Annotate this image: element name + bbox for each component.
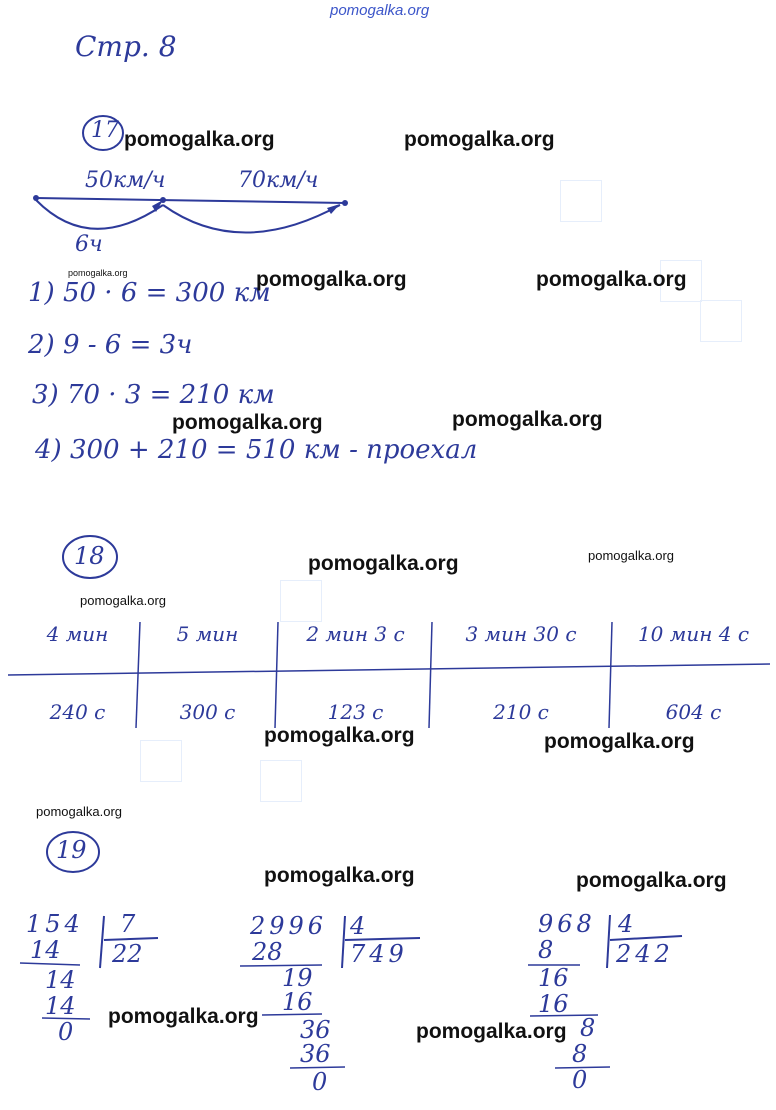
table-vertical-line xyxy=(429,622,432,728)
watermark: pomogalka.org xyxy=(576,869,727,892)
watermark: pomogalka.org xyxy=(264,724,415,747)
div1-dividend: 154 xyxy=(26,910,84,938)
page-label: Стр. 8 xyxy=(75,30,177,63)
table-horizontal-line xyxy=(8,664,770,675)
div1-divider xyxy=(100,916,104,968)
table-bottom-cell: 240 с xyxy=(49,700,106,724)
watermark: pomogalka.org xyxy=(80,593,166,608)
table-vertical-line xyxy=(609,622,612,728)
task17-step-1: 1) 50 · 6 = 300 км xyxy=(28,278,271,308)
div1-step: 0 xyxy=(58,1018,74,1046)
table-bottom-cell: 210 с xyxy=(493,700,549,724)
div1-step: 14 xyxy=(45,966,76,994)
task17-step-4: 4) 300 + 210 = 510 км - проехал xyxy=(35,435,478,465)
table-top-cell: 3 мин 30 с xyxy=(465,622,577,646)
watermark: pomogalka.org xyxy=(264,864,415,887)
div2-divider xyxy=(342,916,345,968)
watermark: pomogalka.org xyxy=(452,408,603,431)
task17-step-3: 3) 70 · 3 = 210 км xyxy=(32,380,275,410)
div3-dividend: 968 xyxy=(538,910,596,938)
div2-dividend: 2996 xyxy=(250,912,328,940)
div1-step: 14 xyxy=(45,992,76,1020)
div2-step: 0 xyxy=(312,1068,328,1096)
div3-divider xyxy=(607,915,610,968)
task17-step-2: 2) 9 - 6 = 3ч xyxy=(28,330,193,360)
div1-divisor: 7 xyxy=(120,910,136,938)
div2-step: 16 xyxy=(282,988,313,1016)
watermark: pomogalka.org xyxy=(172,411,323,434)
watermark: pomogalka.org xyxy=(256,268,407,291)
watermark: pomogalka.org xyxy=(108,1005,259,1028)
watermark: pomogalka.org xyxy=(308,552,459,575)
task17-segment xyxy=(36,198,345,203)
table-top-cell: 10 мин 4 с xyxy=(637,622,750,646)
div3-step: 8 xyxy=(580,1014,596,1042)
div2-step: 19 xyxy=(282,964,313,992)
div2-step: 28 xyxy=(252,938,283,966)
watermark: pomogalka.org xyxy=(416,1020,567,1043)
watermark: pomogalka.org xyxy=(68,268,128,278)
task17-arrow xyxy=(327,204,340,214)
watermark: pomogalka.org xyxy=(544,730,695,753)
watermark: pomogalka.org xyxy=(404,128,555,151)
watermark: pomogalka.org xyxy=(536,268,687,291)
task17-speed-2: 70км/ч xyxy=(238,168,319,193)
table-top-cell: 5 мин xyxy=(176,622,239,646)
div3-divisor: 4 xyxy=(618,910,634,938)
table-bottom-cell: 300 с xyxy=(179,700,236,724)
table-top-cell: 4 мин xyxy=(46,622,109,646)
task17-speed-1: 50км/ч xyxy=(85,168,166,193)
watermark: pomogalka.org xyxy=(36,804,122,819)
div3-step: 8 xyxy=(572,1040,588,1068)
div2-divisor: 4 xyxy=(350,912,366,940)
div1-quotient: 22 xyxy=(112,940,143,968)
table-vertical-line xyxy=(275,622,278,728)
div1-step: 14 xyxy=(30,936,61,964)
div3-step: 8 xyxy=(538,936,554,964)
task18-number: 18 xyxy=(74,542,105,570)
table-bottom-cell: 123 с xyxy=(327,700,384,724)
div2-step: 36 xyxy=(300,1040,331,1068)
table-vertical-line xyxy=(136,622,140,728)
div2-step: 36 xyxy=(300,1016,331,1044)
watermark: pomogalka.org xyxy=(588,548,674,563)
table-top-cell: 2 мин 3 с xyxy=(306,622,405,646)
task17-time: 6ч xyxy=(75,232,103,257)
task17-arc-2 xyxy=(163,205,340,233)
site-header[interactable]: pomogalka.org xyxy=(330,2,430,19)
task17-number: 17 xyxy=(91,118,119,143)
div3-step: 16 xyxy=(538,964,569,992)
table-bottom-cell: 604 с xyxy=(665,700,722,724)
div3-step: 0 xyxy=(572,1066,588,1094)
div2-quotient: 749 xyxy=(350,940,408,968)
div3-quotient: 242 xyxy=(616,940,674,968)
task17-arc-1 xyxy=(36,200,163,229)
task17-point xyxy=(342,200,348,206)
watermark: pomogalka.org xyxy=(124,128,275,151)
div3-step: 16 xyxy=(538,990,569,1018)
task19-number: 19 xyxy=(56,836,87,864)
